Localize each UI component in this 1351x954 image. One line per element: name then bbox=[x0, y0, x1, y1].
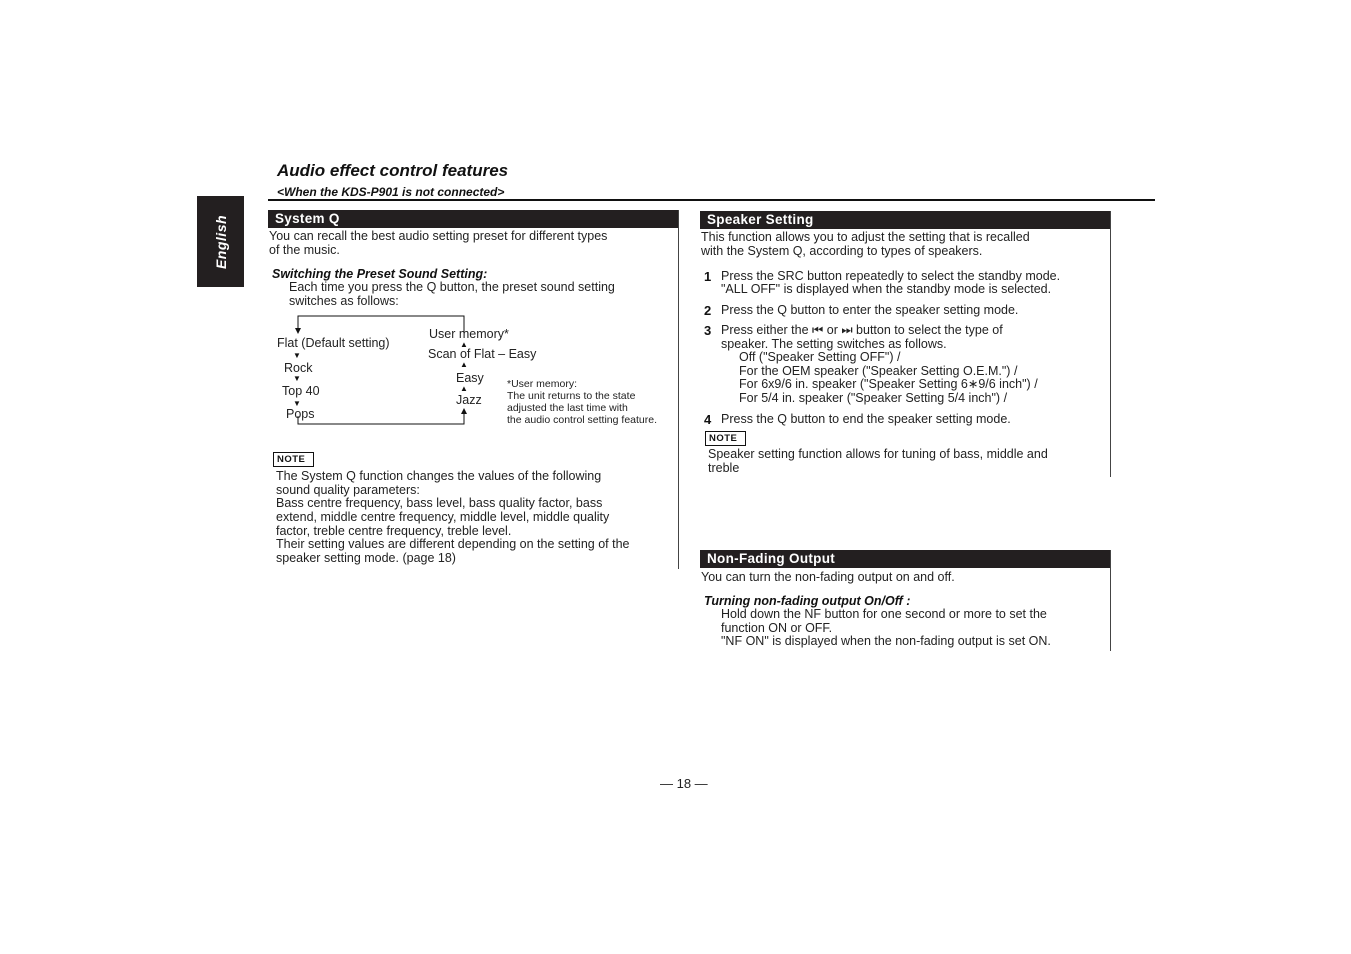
system-q-note-line: Their setting values are different depending on the setting of the bbox=[276, 537, 630, 551]
non-fading-border bbox=[1110, 550, 1111, 651]
system-q-border bbox=[678, 210, 679, 569]
non-fading-heading: Non-Fading Output bbox=[700, 550, 1110, 568]
language-tab-label: English bbox=[212, 214, 229, 269]
footnote-line: The unit returns to the state bbox=[507, 390, 636, 402]
preset-pops: Pops bbox=[286, 407, 315, 421]
step-3-line: Press either the ⏮ or ⏭ button to select the type of bbox=[721, 323, 1003, 337]
preset-easy: Easy bbox=[456, 371, 484, 385]
system-q-subheading: Switching the Preset Sound Setting: bbox=[272, 267, 488, 281]
arrow-up-icon: ▲ bbox=[460, 340, 468, 349]
arrow-down-icon: ▼ bbox=[293, 351, 301, 360]
step-number: 1 bbox=[704, 269, 712, 284]
system-q-intro-2: of the music. bbox=[269, 243, 340, 257]
speaker-option: For the OEM speaker ("Speaker Setting O.E.M.") / bbox=[739, 364, 1018, 378]
system-q-intro-1: You can recall the best audio setting preset for different types bbox=[269, 229, 608, 243]
note-badge: NOTE bbox=[273, 452, 314, 467]
step-4-line: Press the Q button to end the speaker setting mode. bbox=[721, 412, 1011, 426]
speaker-setting-heading: Speaker Setting bbox=[700, 211, 1110, 229]
preset-top40: Top 40 bbox=[282, 384, 320, 398]
speaker-setting-border bbox=[1110, 211, 1111, 477]
system-q-desc-1: Each time you press the Q button, the preset sound setting bbox=[289, 280, 615, 294]
non-fading-line: function ON or OFF. bbox=[721, 621, 833, 635]
speaker-note-line: Speaker setting function allows for tuning of bass, middle and bbox=[708, 447, 1048, 461]
system-q-note-line: speaker setting mode. (page 18) bbox=[276, 551, 456, 565]
arrow-up-icon: ▲ bbox=[460, 360, 468, 369]
system-q-note-line: sound quality parameters: bbox=[276, 483, 420, 497]
step-1-line: "ALL OFF" is displayed when the standby mode is selected. bbox=[721, 282, 1052, 296]
language-tab bbox=[197, 196, 244, 287]
non-fading-line: Hold down the NF button for one second or more to set the bbox=[721, 607, 1047, 621]
header-rule bbox=[268, 199, 1155, 201]
preset-flat: Flat (Default setting) bbox=[277, 336, 390, 350]
non-fading-intro: You can turn the non-fading output on and off. bbox=[701, 570, 955, 584]
page-subtitle: <When the KDS-P901 is not connected> bbox=[277, 185, 505, 199]
step-1-line: Press the SRC button repeatedly to select the standby mode. bbox=[721, 269, 1061, 283]
footnote-line: adjusted the last time with bbox=[507, 402, 628, 414]
speaker-note-line: treble bbox=[708, 461, 740, 475]
non-fading-line: "NF ON" is displayed when the non-fading output is set ON. bbox=[721, 634, 1051, 648]
step-3-line: speaker. The setting switches as follows. bbox=[721, 337, 947, 351]
system-q-note-line: The System Q function changes the values of the following bbox=[276, 469, 602, 483]
step-number: 4 bbox=[704, 412, 712, 427]
non-fading-subheading: Turning non-fading output On/Off : bbox=[704, 594, 911, 608]
footnote-title: *User memory: bbox=[507, 378, 578, 390]
system-q-note-line: extend, middle centre frequency, middle level, middle quality bbox=[276, 510, 610, 524]
page-title: Audio effect control features bbox=[277, 161, 509, 180]
footnote-line: the audio control setting feature. bbox=[507, 414, 658, 426]
system-q-note-line: factor, treble centre frequency, treble level. bbox=[276, 524, 512, 538]
preset-jazz: Jazz bbox=[456, 393, 482, 407]
arrow-up-icon: ▲ bbox=[460, 384, 468, 393]
speaker-option: Off ("Speaker Setting OFF") / bbox=[739, 350, 901, 364]
arrow-down-icon: ▼ bbox=[293, 374, 301, 383]
system-q-desc-2: switches as follows: bbox=[289, 294, 399, 308]
step-number: 3 bbox=[704, 323, 712, 338]
note-badge: NOTE bbox=[705, 431, 746, 446]
system-q-note-line: Bass centre frequency, bass level, bass quality factor, bass bbox=[276, 496, 603, 510]
arrow-down-icon: ▼ bbox=[293, 399, 301, 408]
speaker-option: For 6x9/6 in. speaker ("Speaker Setting 6∗9/6 inch") / bbox=[739, 377, 1038, 391]
speaker-intro-2: with the System Q, according to types of speakers. bbox=[701, 244, 983, 258]
preset-user-memory: User memory* bbox=[429, 327, 509, 341]
preset-scan: Scan of Flat – Easy bbox=[428, 347, 537, 361]
page-number: — 18 — bbox=[660, 776, 708, 791]
step-number: 2 bbox=[704, 303, 712, 318]
speaker-option: For 5/4 in. speaker ("Speaker Setting 5/4 inch") / bbox=[739, 391, 1008, 405]
speaker-intro-1: This function allows you to adjust the setting that is recalled bbox=[701, 230, 1030, 244]
step-2-line: Press the Q button to enter the speaker setting mode. bbox=[721, 303, 1019, 317]
preset-rock: Rock bbox=[284, 361, 313, 375]
system-q-heading: System Q bbox=[268, 210, 678, 228]
